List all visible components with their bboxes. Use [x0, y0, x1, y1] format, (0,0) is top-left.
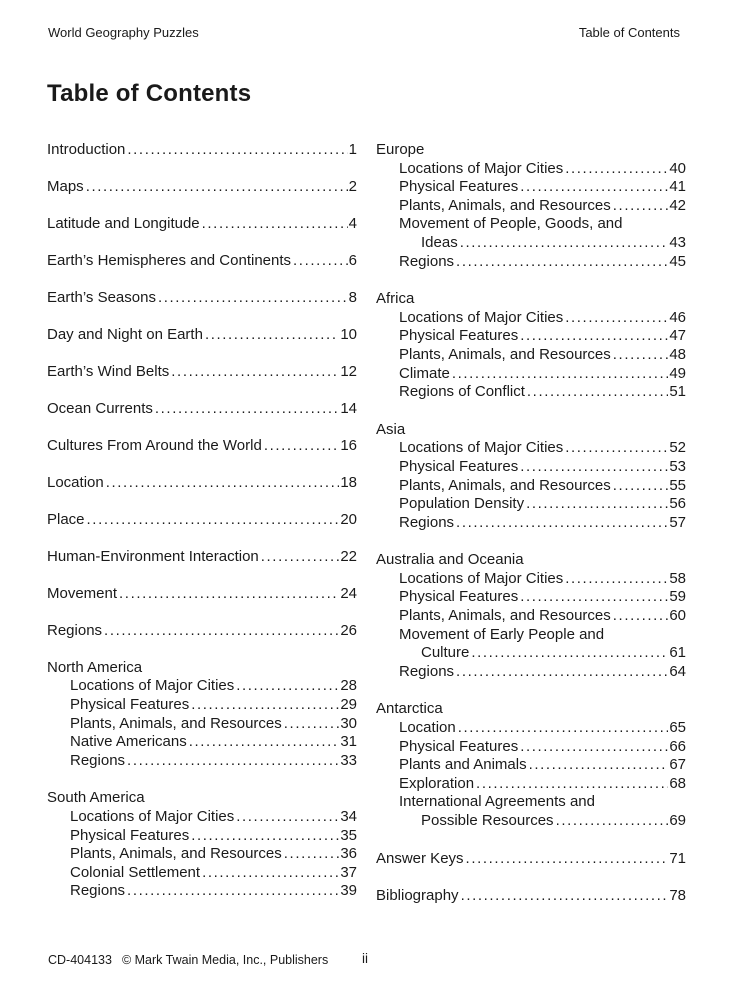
dot-leader	[458, 719, 669, 738]
dot-leader	[520, 738, 668, 757]
toc-row	[376, 253, 686, 272]
page-number: 43	[669, 233, 686, 251]
toc-row	[47, 882, 357, 901]
toc-label: Regions	[399, 513, 455, 531]
toc-column-right	[376, 141, 686, 924]
page-number: 24	[340, 584, 357, 602]
toc-row	[47, 178, 357, 197]
toc-label: Physical Features	[399, 457, 519, 475]
dot-leader	[261, 548, 340, 567]
toc-row	[376, 887, 686, 906]
toc-label: Locations of Major Cities	[399, 569, 564, 587]
page-number: 36	[340, 845, 357, 863]
dot-leader	[127, 752, 339, 771]
toc-label: Australia and Oceania	[376, 551, 524, 569]
toc-row	[47, 622, 357, 641]
page-number: 59	[669, 588, 686, 606]
toc-label: Earth’s Hemispheres and Continents	[47, 251, 292, 269]
toc-row	[376, 793, 686, 812]
running-head-left: World Geography Puzzles	[48, 25, 199, 40]
toc-section	[376, 141, 686, 271]
toc-label: Physical Features	[399, 588, 519, 606]
toc-row	[376, 719, 686, 738]
page-number: 71	[669, 849, 686, 867]
toc-row	[47, 474, 357, 493]
dot-leader	[171, 363, 339, 382]
toc-label: Locations of Major Cities	[70, 677, 235, 695]
toc-row	[376, 477, 686, 496]
toc-row	[47, 326, 357, 345]
dot-leader	[613, 346, 669, 365]
page-number: 52	[669, 439, 686, 457]
toc-label: Location	[399, 719, 456, 737]
page-number: 16	[340, 436, 357, 454]
dot-leader	[565, 439, 668, 458]
toc-label: Regions	[47, 621, 103, 639]
toc-row	[47, 659, 357, 678]
dot-leader	[104, 622, 339, 641]
toc-row	[47, 400, 357, 419]
toc-row	[47, 827, 357, 846]
toc-row	[47, 789, 357, 808]
dot-leader	[456, 514, 668, 533]
dot-leader	[158, 289, 348, 308]
page-number: 45	[669, 252, 686, 270]
toc-row	[47, 752, 357, 771]
dot-leader	[613, 197, 669, 216]
dot-leader	[87, 511, 340, 530]
toc-label: Earth’s Wind Belts	[47, 362, 170, 380]
dot-leader	[293, 252, 348, 271]
dot-leader	[526, 495, 668, 514]
dot-leader	[202, 215, 348, 234]
dot-leader	[155, 400, 339, 419]
page-number: 42	[669, 196, 686, 214]
toc-row	[376, 327, 686, 346]
toc-row	[47, 696, 357, 715]
toc-label: Movement of Early People and	[399, 625, 605, 643]
toc-label: Plants, Animals, and Resources	[399, 345, 611, 363]
toc-row	[47, 733, 357, 752]
toc-row	[376, 178, 686, 197]
toc-row	[47, 252, 357, 271]
dot-leader	[264, 437, 340, 456]
toc-label: Europe	[376, 141, 425, 158]
toc-label: Locations of Major Cities	[399, 308, 564, 326]
dot-leader	[127, 141, 347, 160]
toc-label: Place	[47, 510, 85, 528]
page-number: 2	[348, 177, 357, 195]
toc-label: Cultures From Around the World	[47, 436, 262, 454]
toc-label: Possible Resources	[421, 812, 554, 829]
toc-label: Locations of Major Cities	[70, 807, 235, 825]
toc-row	[376, 439, 686, 458]
toc-section	[47, 789, 357, 901]
dot-leader	[520, 588, 668, 607]
dot-leader	[565, 160, 668, 179]
toc-label: Exploration	[399, 774, 475, 792]
page-number: 12	[340, 362, 357, 380]
dot-leader	[284, 845, 340, 864]
dot-leader	[520, 458, 668, 477]
page-number: 61	[669, 644, 686, 662]
page-number: 49	[669, 364, 686, 382]
dot-leader	[452, 365, 668, 384]
dot-leader	[520, 178, 668, 197]
toc-row	[376, 644, 686, 663]
toc-row	[376, 551, 686, 570]
toc-row	[376, 775, 686, 794]
page-number: 31	[340, 733, 357, 751]
page-number: 68	[669, 774, 686, 792]
toc-row	[376, 215, 686, 234]
toc-label: Maps	[47, 177, 84, 195]
toc-row	[376, 141, 686, 160]
toc-row	[47, 437, 357, 456]
dot-leader	[106, 474, 340, 493]
toc-label: Plants, Animals, and Resources	[399, 476, 611, 494]
page-number: 30	[340, 714, 357, 732]
toc-label: Physical Features	[70, 695, 190, 713]
toc-row	[47, 141, 357, 160]
toc-row	[47, 585, 357, 604]
page-number: 4	[348, 214, 357, 232]
toc-row	[47, 548, 357, 567]
toc-label: Ocean Currents	[47, 399, 153, 417]
toc-label: Asia	[376, 420, 406, 438]
running-head-right: Table of Contents	[578, 25, 680, 40]
page-number: 6	[348, 251, 357, 269]
toc-row	[376, 234, 686, 253]
page-number: 78	[669, 886, 686, 904]
toc-label: Physical Features	[399, 327, 519, 345]
toc-row	[376, 812, 686, 831]
running-head	[48, 25, 680, 41]
page-number: 20	[340, 510, 357, 528]
page-number: 28	[340, 677, 357, 695]
page-number: 8	[348, 288, 357, 306]
toc-label: Native Americans	[70, 733, 187, 751]
dot-leader	[456, 663, 668, 682]
toc-row	[376, 514, 686, 533]
toc-label: Latitude and Longitude	[47, 214, 200, 232]
folio-page-number: ii	[362, 951, 368, 966]
toc-section	[376, 421, 686, 533]
toc-label: Ideas	[421, 233, 458, 251]
page-number: 58	[669, 569, 686, 587]
page-number: 35	[340, 826, 357, 844]
dot-leader	[189, 733, 340, 752]
toc-label: Bibliography	[376, 886, 459, 904]
toc-row	[47, 864, 357, 883]
toc-label: South America	[47, 789, 145, 807]
toc-row	[376, 607, 686, 626]
toc-section	[376, 700, 686, 830]
dot-leader	[565, 570, 668, 589]
toc-row	[376, 700, 686, 719]
toc-label: Africa	[376, 290, 415, 308]
dot-leader	[202, 864, 339, 883]
toc-label: Locations of Major Cities	[399, 439, 564, 457]
toc-row	[376, 290, 686, 309]
page-number: 34	[340, 807, 357, 825]
dot-leader	[191, 696, 339, 715]
toc-row	[376, 160, 686, 179]
toc-label: Physical Features	[399, 737, 519, 755]
toc-row	[376, 570, 686, 589]
page-number: 10	[340, 325, 357, 343]
toc-row	[376, 458, 686, 477]
toc-section	[47, 659, 357, 771]
page-number: 1	[348, 141, 357, 158]
toc-row	[47, 215, 357, 234]
dot-leader	[471, 644, 668, 663]
toc-row	[376, 421, 686, 440]
page-number: 33	[340, 751, 357, 769]
page-number: 48	[669, 345, 686, 363]
dot-leader	[613, 607, 669, 626]
toc-row	[47, 677, 357, 696]
toc-label: Regions	[399, 252, 455, 270]
toc-label: Population Density	[399, 495, 525, 513]
dot-leader	[456, 253, 668, 272]
page-number: 66	[669, 737, 686, 755]
dot-leader	[236, 677, 339, 696]
page-number: 26	[340, 621, 357, 639]
page-number: 60	[669, 607, 686, 625]
page-number: 64	[669, 662, 686, 680]
page-number: 29	[340, 695, 357, 713]
page-number: 57	[669, 513, 686, 531]
toc-columns	[47, 141, 686, 924]
page-number: 56	[669, 495, 686, 513]
toc-label: Regions	[70, 751, 126, 769]
toc-label: Physical Features	[399, 178, 519, 196]
dot-leader	[520, 327, 668, 346]
toc-label: Regions	[399, 662, 455, 680]
toc-label: Regions	[70, 882, 126, 900]
toc-label: Antarctica	[376, 700, 443, 718]
toc-label: Human-Environment Interaction	[47, 547, 259, 565]
dot-leader	[466, 850, 669, 869]
toc-section	[376, 290, 686, 402]
dot-leader	[236, 808, 339, 827]
toc-row	[47, 845, 357, 864]
toc-label: Plants, Animals, and Resources	[399, 196, 611, 214]
toc-row	[376, 738, 686, 757]
page-number: 41	[669, 178, 686, 196]
page-number: 65	[669, 719, 686, 737]
toc-row	[376, 588, 686, 607]
toc-label: International Agreements and	[399, 793, 595, 811]
page-number: 14	[340, 399, 357, 417]
dot-leader	[86, 178, 348, 197]
toc-row	[47, 715, 357, 734]
toc-label: Plants, Animals, and Resources	[70, 714, 282, 732]
toc-row	[376, 309, 686, 328]
dot-leader	[556, 812, 669, 831]
toc-label: Colonial Settlement	[70, 863, 201, 881]
dot-leader	[476, 775, 668, 794]
dot-leader	[191, 827, 339, 846]
toc-row	[47, 808, 357, 827]
page-number: 53	[669, 457, 686, 475]
toc-row	[47, 511, 357, 530]
toc-label: Location	[47, 473, 104, 491]
dot-leader	[460, 234, 669, 253]
toc-label: Regions of Conflict	[399, 383, 525, 401]
page-number: 69	[669, 812, 686, 829]
toc-label: Introduction	[47, 141, 126, 158]
page-number: 51	[669, 383, 686, 401]
toc-label: Locations of Major Cities	[399, 159, 564, 177]
page-number: 37	[340, 863, 357, 881]
toc-row	[376, 663, 686, 682]
page-number: 67	[669, 756, 686, 774]
dot-leader	[461, 887, 669, 906]
dot-leader	[613, 477, 669, 496]
page-number: 40	[669, 159, 686, 177]
toc-row	[376, 756, 686, 775]
toc-column-left	[47, 141, 357, 924]
toc-row	[376, 197, 686, 216]
dot-leader	[527, 383, 668, 402]
dot-leader	[284, 715, 340, 734]
page-title: Table of Contents	[47, 80, 252, 107]
dot-leader	[565, 309, 668, 328]
page-number: 18	[340, 473, 357, 491]
toc-label: Plants, Animals, and Resources	[399, 607, 611, 625]
toc-label: Plants and Animals	[399, 756, 527, 774]
page-number: 47	[669, 327, 686, 345]
page-number: 46	[669, 308, 686, 326]
dot-leader	[127, 882, 339, 901]
toc-row	[47, 363, 357, 382]
toc-label: Physical Features	[70, 826, 190, 844]
toc-row	[47, 289, 357, 308]
toc-section	[376, 551, 686, 681]
page-number: 55	[669, 476, 686, 494]
footer-product-code: CD-404133	[48, 953, 112, 967]
toc-row	[376, 850, 686, 869]
toc-row	[376, 626, 686, 645]
dot-leader	[119, 585, 339, 604]
dot-leader	[529, 756, 669, 775]
toc-label: Movement	[47, 584, 118, 602]
toc-label: Day and Night on Earth	[47, 325, 203, 343]
page-number: 22	[340, 547, 357, 565]
toc-row	[376, 383, 686, 402]
toc-row	[376, 346, 686, 365]
toc-label: Answer Keys	[376, 849, 464, 867]
toc-label: Culture	[421, 644, 470, 662]
toc-label: Climate	[399, 364, 450, 382]
toc-label: Earth’s Seasons	[47, 288, 156, 306]
toc-label: North America	[47, 658, 143, 676]
toc-label: Movement of People, Goods, and	[399, 215, 623, 233]
toc-row	[376, 365, 686, 384]
page-number: 39	[340, 882, 357, 900]
dot-leader	[205, 326, 339, 345]
footer-publisher: © Mark Twain Media, Inc., Publishers	[121, 953, 329, 967]
toc-label: Plants, Animals, and Resources	[70, 845, 282, 863]
toc-row	[376, 495, 686, 514]
